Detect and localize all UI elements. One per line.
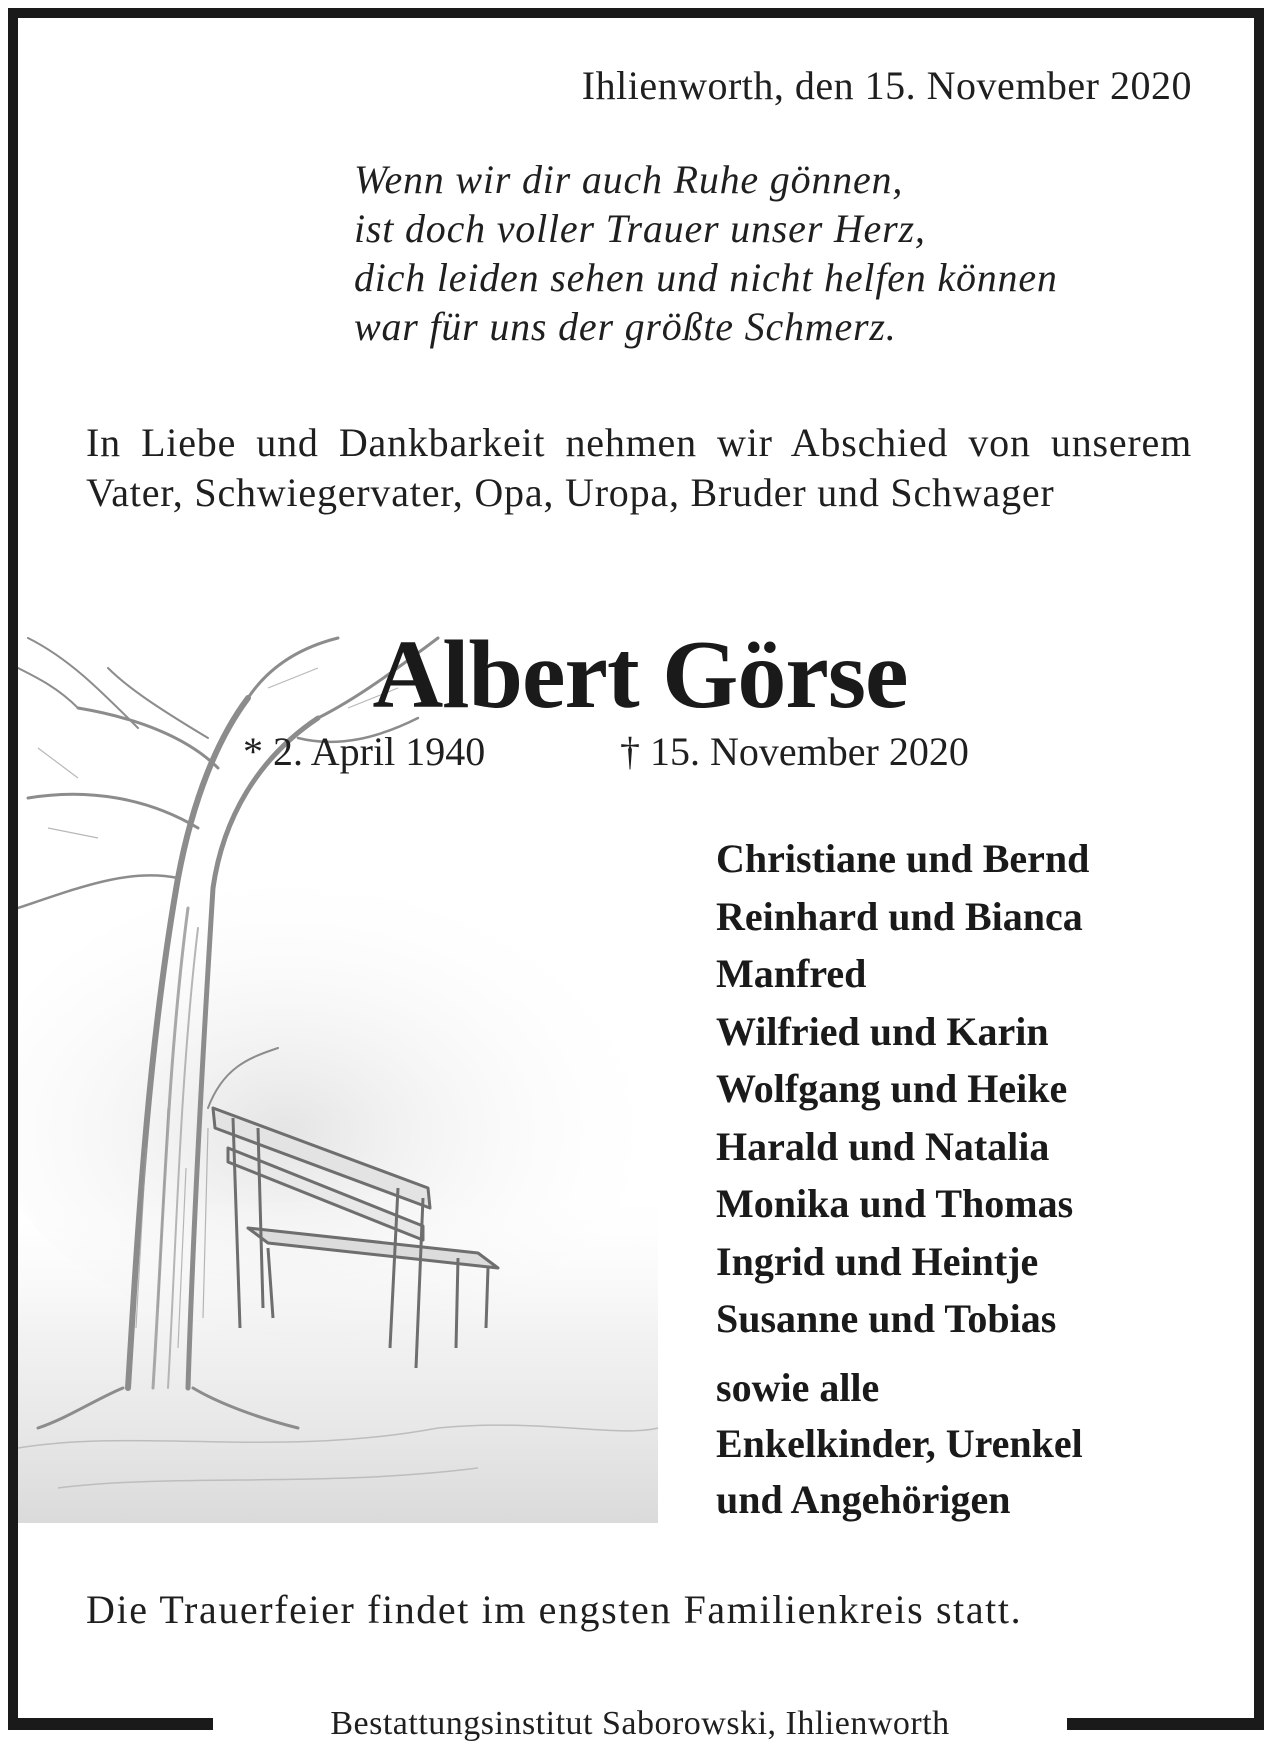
mourner-name: Christiane und Bernd [716,836,1090,881]
other-relatives [716,1360,1089,1528]
footer-rule-left [8,1718,213,1730]
poem-line: Wenn wir dir auch Ruhe gönnen, [354,157,904,202]
mourner-name: Manfred [716,951,867,996]
mourner-name: Reinhard und Bianca [716,893,1083,939]
intro-text: In Liebe und Dankbarkeit nehmen wir Abschied von unserem Vater, Schwiegervater, Opa, Uropa, Bruder und Schwager [86,420,1192,515]
other-relatives-line: Enkelkinder, Urenkel [716,1420,1083,1466]
other-relatives-line: und Angehörigen [716,1476,1011,1522]
mourner-name: Susanne und Tobias [716,1296,1057,1341]
funeral-home: Bestattungsinstitut Saborowski, Ihlienworth [330,1705,950,1742]
mourners-list [716,830,1089,1528]
poem-line: dich leiden sehen und nicht helfen können [354,255,1058,300]
birth-date: * 2. April 1940 [243,729,486,774]
poem-line: war für uns der größte Schmerz. [354,304,897,349]
death-date: † 15. November 2020 [620,729,969,774]
mourner-name: Monika und Thomas [716,1181,1074,1226]
mourner-name: Harald und Natalia [716,1123,1050,1169]
poem [354,155,1058,351]
poem-line: ist doch voller Trauer unser Herz, [354,206,926,251]
mourner-name: Wilfried und Karin [716,1008,1049,1054]
footer-rule-right [1067,1718,1264,1730]
place-date: Ihlienworth, den 15. November 2020 [581,63,1192,108]
mourner-name: Wolfgang und Heike [716,1066,1068,1111]
deceased-name: Albert Görse [372,621,908,729]
funeral-notice: Die Trauerfeier findet im engsten Familienkreis statt. [86,1587,1023,1632]
mourner-name: Ingrid und Heintje [716,1238,1039,1284]
other-relatives-line: sowie alle [716,1364,880,1410]
